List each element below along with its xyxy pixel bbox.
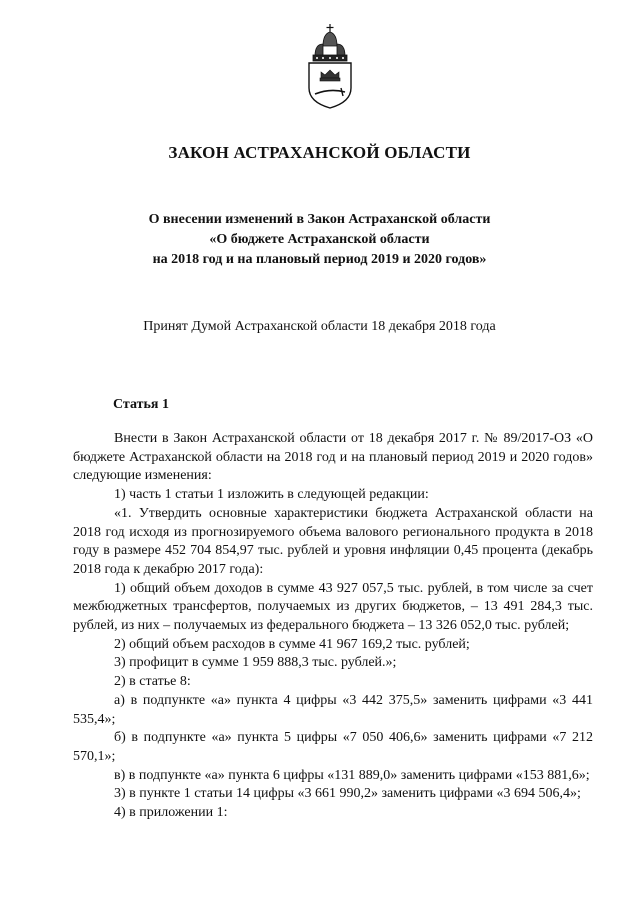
paragraph: 2) общий объем расходов в сумме 41 967 169,2 тыс. рублей; — [114, 636, 470, 652]
adoption-line: Принят Думой Астраханской области 18 декабря 2018 года — [143, 319, 496, 334]
paragraph: а) в подпункте «а» пункта 4 цифры «3 442 375,5» заменить цифрами «3 441 535,4»; — [73, 692, 593, 727]
paragraph: б) в подпункте «а» пункта 5 цифры «7 050 406,6» заменить цифрами «7 212 570,1»; — [73, 730, 593, 764]
subtitle-line: О внесении изменений в Закон Астраханской области — [148, 212, 491, 227]
subtitle-line: «О бюджете Астраханской области — [209, 232, 430, 247]
paragraph: в) в подпункте «а» пункта 6 цифры «131 889,0» заменить цифрами «153 881,6»; — [114, 767, 590, 783]
subtitle-line: на 2018 год и на плановый период 2019 и 2020 годов» — [152, 252, 487, 267]
article-body — [73, 430, 593, 823]
paragraph: 3) в пункте 1 статьи 14 цифры «3 661 990,2» заменить цифрами «3 694 506,4»; — [114, 786, 581, 802]
paragraph: 2) в статье 8: — [114, 674, 191, 690]
astrakhan-coat-of-arms-icon — [299, 22, 361, 116]
paragraph: «1. Утвердить основные характеристики бюджета Астраханской области на 2018 год исходя из прогнозируемого объема валового регионального продукта в 2018 году в размере 452 704 854,97 тыс. рублей и уровня инфляции 0,45 процента (декабрь 2018 года к декабрю 2017 года): — [73, 505, 593, 577]
paragraph: 4) в приложении 1: — [114, 805, 228, 821]
paragraph: Внести в Закон Астраханской области от 18 декабря 2017 г. № 89/2017-ОЗ «О бюджете Астраханской области на 2018 год и на плановый период 2019 и 2020 годов» следующие изменения: — [73, 431, 593, 484]
article-heading: Статья 1 — [113, 397, 169, 412]
law-title: ЗАКОН АСТРАХАНСКОЙ ОБЛАСТИ — [168, 143, 471, 162]
paragraph: 1) часть 1 статьи 1 изложить в следующей редакции: — [114, 487, 429, 503]
law-subtitle — [0, 210, 639, 270]
paragraph: 1) общий объем доходов в сумме 43 927 057,5 тыс. рублей, в том числе за счет межбюджетных трансфертов, получаемых из других бюджетов, – 13 491 284,3 тыс. рублей, из них – получаемых из федерального бюджета – 13 326 052,0 тыс. рублей; — [73, 580, 593, 634]
paragraph: 3) профицит в сумме 1 959 888,3 тыс. рублей.»; — [114, 655, 397, 671]
